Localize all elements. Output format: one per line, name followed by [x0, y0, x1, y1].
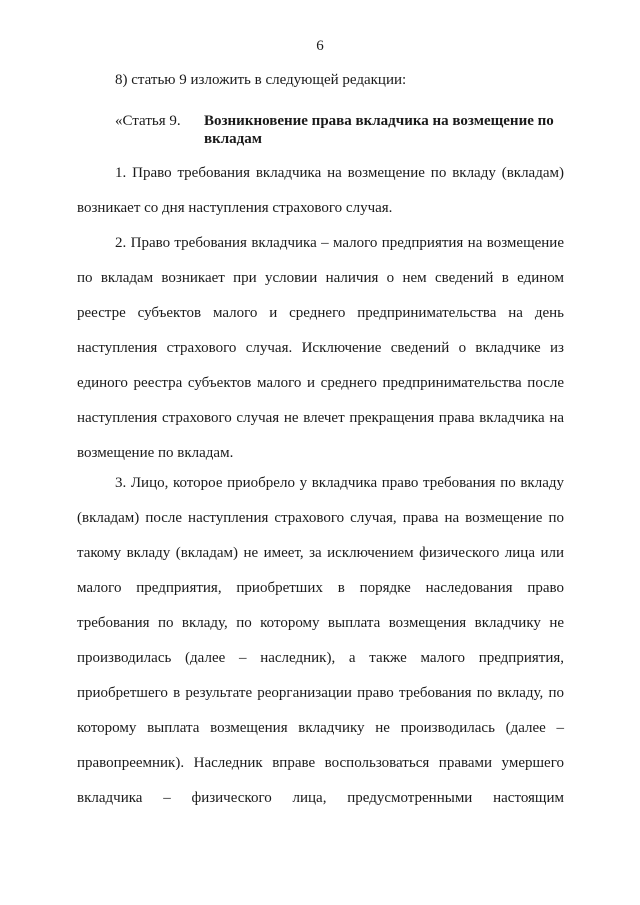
- paragraph-line: малого предприятия, приобретших в порядке наследования право: [77, 580, 564, 596]
- paragraph-2: [77, 226, 564, 471]
- paragraph-line: производилась (далее – наследник), а также малого предприятия,: [77, 650, 564, 666]
- article-label: «Статья 9.: [115, 113, 181, 129]
- paragraph-line: правопреемник). Наследник вправе воспользоваться правами умершего: [77, 755, 564, 771]
- paragraph-line: наступления страхового случая не влечет прекращения права вкладчика на: [77, 410, 564, 426]
- paragraph-line: по вкладам возникает при условии наличия о нем сведений в едином: [77, 270, 564, 286]
- amendment-intro: 8) статью 9 изложить в следующей редакции:: [115, 72, 407, 88]
- paragraph-line: (вкладам) после наступления страхового случая, права на возмещение по: [77, 510, 564, 526]
- paragraph-1: [77, 156, 564, 226]
- page-number: 6: [316, 38, 324, 54]
- paragraph-line: вкладчика – физического лица, предусмотренными настоящим: [77, 790, 564, 806]
- paragraph-line: которому выплата возмещения вкладчику не производилась (далее –: [77, 720, 564, 736]
- paragraph-3: [77, 466, 564, 816]
- paragraph-line: наступления страхового случая. Исключение сведений о вкладчике из: [77, 340, 564, 356]
- paragraph-line: такому вкладу (вкладам) не имеет, за исключением физического лица или: [77, 545, 564, 561]
- paragraph-line: требования по вкладу, по которому выплата возмещения вкладчику не: [77, 615, 564, 631]
- paragraph-line: возникает со дня наступления страхового случая.: [77, 200, 393, 216]
- paragraph-line: приобретшего в результате реорганизации право требования по вкладу, по: [77, 685, 564, 701]
- paragraph-line: 3. Лицо, которое приобрело у вкладчика право требования по вкладу: [115, 475, 564, 491]
- paragraph-line: 2. Право требования вкладчика – малого предприятия на возмещение: [115, 235, 564, 251]
- article-title: Возникновение права вкладчика на возмещение по вкладам: [204, 113, 554, 147]
- paragraph-line: единого реестра субъектов малого и среднего предпринимательства после: [77, 375, 564, 391]
- paragraph-line: возмещение по вкладам.: [77, 445, 234, 461]
- paragraph-line: реестре субъектов малого и среднего предпринимательства на день: [77, 305, 564, 321]
- paragraph-line: 1. Право требования вкладчика на возмещение по вкладу (вкладам): [115, 165, 564, 181]
